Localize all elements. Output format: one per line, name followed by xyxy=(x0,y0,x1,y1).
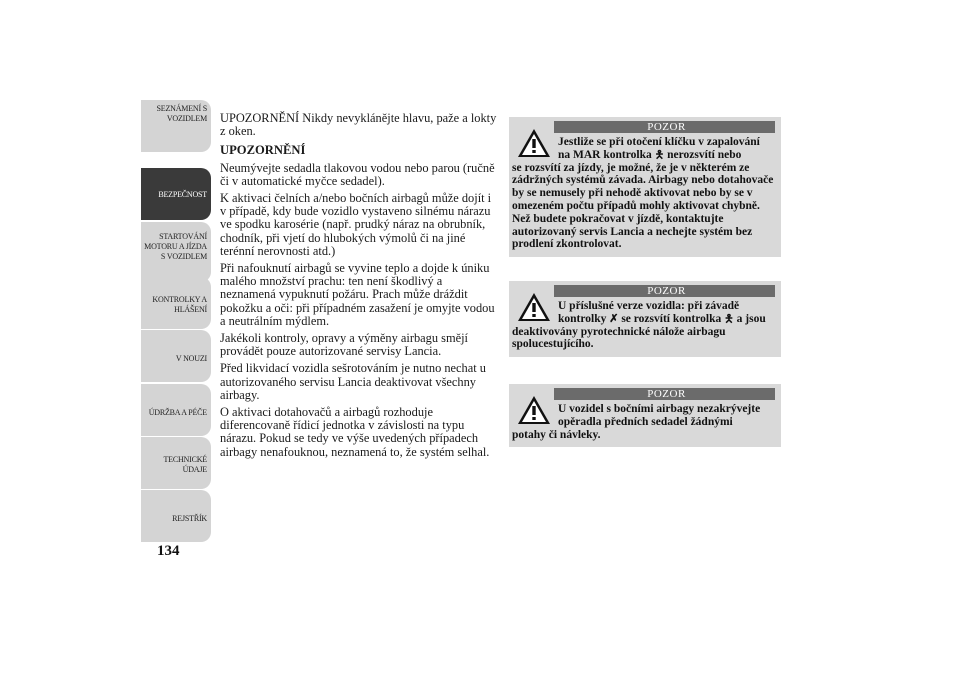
warning-line: deaktivovány pyrotechnické nálože airbagu spolucestujícího. xyxy=(512,325,726,351)
warning-line: U příslušné verze vozidla: při závadě xyxy=(558,300,740,312)
tab-label: V NOUZI xyxy=(175,354,207,363)
warning-line: se rozsvítí za jízdy, je možné, že je v některém ze zádržných systémů závada. Airbagy nebo dotahovače by se nemusely při nehodě aktivovat nebo by se v omezeném počtu případů mohly aktivovat chybně. Než budete pokračovat v jízdě, kontaktujte autorizovaný servis Lancia a nechejte systém bez prodlení zkontrolovat. xyxy=(512,161,774,251)
warning-line-part: se rozsvítí kontrolka xyxy=(621,312,722,325)
tab-label: STARTOVÁNÍ MOTORU A JÍZDA S VOZIDLEM xyxy=(144,232,207,261)
warning-line-part: kontrolky xyxy=(558,312,607,325)
warning-line xyxy=(554,149,775,162)
section-heading: UPOZORNĚNÍ xyxy=(220,143,306,158)
tab-label: TECHNICKÉ ÚDAJE xyxy=(163,455,207,474)
tab-label: REJSTŘÍK xyxy=(172,514,207,523)
main-text-column xyxy=(220,112,500,463)
warning-line: opěradla předních sedadel žádnými xyxy=(558,415,733,428)
warning-line-part: na MAR kontrolka xyxy=(558,148,652,161)
warning-triangle-icon xyxy=(516,394,552,426)
tab-rejstrik[interactable] xyxy=(141,490,211,542)
warning-box-passenger-airbag xyxy=(509,281,781,357)
page-number: 134 xyxy=(157,543,180,559)
warning-title: POZOR xyxy=(554,388,775,400)
tab-label: BEZPEČNOST xyxy=(158,190,207,199)
tab-bezpecnost[interactable] xyxy=(141,168,211,220)
paragraph: UPOZORNĚNÍ Nikdy nevyklánějte hlavu, paže a lokty z oken. xyxy=(220,111,497,139)
paragraph: K aktivaci čelních a/nebo bočních airbagů může dojít i v případě, kdy bude vozidlo vystaveno silnému nárazu ve spodku karosérie (např. prudký náraz na obrubník, chodník, při vjetí do hlubokých výmolů či na jiné terénní nerovnosti atd.) xyxy=(220,191,492,258)
paragraph: Před likvidací vozidla sešrotováním je nutno nechat u autorizovaného servisu Lancia deaktivovat všechny airbagy. xyxy=(220,361,486,402)
tab-label: ÚDRŽBA A PÉČE xyxy=(148,408,207,417)
warning-title: POZOR xyxy=(554,285,775,297)
paragraph: Neumývejte sedadla tlakovou vodou nebo parou (ručně či v automatické myčce sedadel). xyxy=(220,160,495,188)
tab-kontrolky-a-hlaseni[interactable] xyxy=(141,277,211,329)
tab-udrzba-a-pece[interactable] xyxy=(141,384,211,436)
paragraph: Jakékoli kontroly, opravy a výměny airbagu smějí provádět pouze autorizované servisy Lancia. xyxy=(220,331,468,359)
tab-seznameni-s-vozidlem[interactable] xyxy=(141,100,211,152)
warning-line-part: nerozsvítí nebo xyxy=(667,148,742,161)
airbag-warning-icon: 🯅 xyxy=(654,148,665,161)
passenger-airbag-off-icon: ✗ xyxy=(609,312,619,325)
warning-box-airbag-fault xyxy=(509,117,781,257)
airbag-warning-icon: 🯅 xyxy=(724,312,734,325)
warning-line xyxy=(554,313,775,326)
paragraph: O aktivaci dotahovačů a airbagů rozhoduje diferencovaně řídicí jednotka v závislosti na typu nárazu. Pokud se tedy ve výše uvedených případech airbagy nenafouknou, neznamená to, že systém selhal. xyxy=(220,405,490,459)
paragraph: Při nafouknutí airbagů se vyvine teplo a dojde k úniku malého množství prachu: ten není škodlivý a neznamená vypuknutí požáru. Prach může dráždit pokožku a oči: při případném zasažení je omyjte vodou a neutrálním mýdlem. xyxy=(220,261,495,328)
warning-title: POZOR xyxy=(554,121,775,133)
tab-technicke-udaje[interactable] xyxy=(141,437,211,489)
warning-line: U vozidel s bočními airbagy nezakrývejte xyxy=(558,403,761,415)
warning-triangle-icon xyxy=(516,127,552,159)
tab-startovani-motoru[interactable] xyxy=(141,222,211,282)
warning-triangle-icon xyxy=(516,291,552,323)
tab-label: KONTROLKY A HLÁŠENÍ xyxy=(152,295,207,314)
warning-line: potahy či návleky. xyxy=(512,428,601,441)
warning-line: Jestliže se při otočení klíčku v zapalování xyxy=(558,136,760,148)
tab-v-nouzi[interactable] xyxy=(141,330,211,382)
warning-box-side-airbags xyxy=(509,384,781,447)
tab-label: SEZNÁMENÍ S VOZIDLEM xyxy=(156,104,207,123)
warning-line-part: a jsou xyxy=(736,312,766,325)
